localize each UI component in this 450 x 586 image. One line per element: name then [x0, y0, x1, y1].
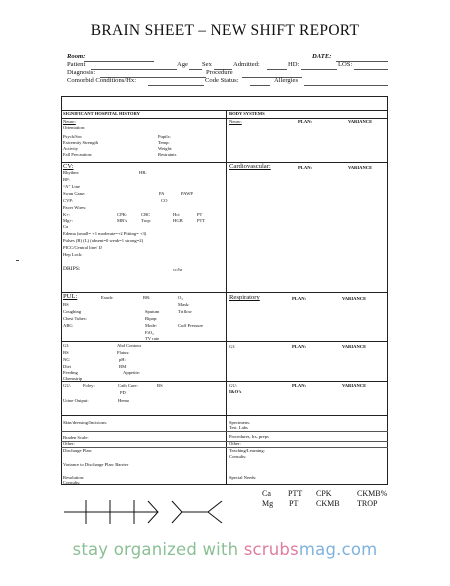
- procedure-label: Procedure: [206, 69, 233, 76]
- specimens-label: Specimens:: [229, 420, 251, 425]
- key-ptt: PTT: [288, 489, 303, 498]
- gi-heading: GI:: [63, 343, 70, 348]
- orientation-label: Orientation:: [63, 125, 86, 130]
- procedures-label: Procedures, Irs, preps: [229, 434, 269, 439]
- bottom-column-divider: [226, 415, 227, 485]
- diet-label: Diet: [63, 364, 71, 369]
- neuro-plan-label: PLAN:: [298, 119, 313, 124]
- cvp-label: CVP:: [63, 198, 74, 203]
- feeding-label: Feeding: [63, 370, 78, 375]
- systems-header: BODY SYSTEMS: [229, 111, 265, 116]
- picc-label: PICC/Central line/ IJ: [63, 245, 102, 250]
- footer-brand[interactable]: scrubs: [243, 540, 299, 559]
- cardio-plan-label: PLAN:: [298, 165, 313, 170]
- system-cardio-label: Cardiovascular:: [229, 163, 271, 170]
- weight-label: Weight:: [158, 146, 173, 151]
- gu-plan-label: PLAN:: [292, 383, 307, 388]
- pacer-label: Pacer Wires:: [63, 205, 87, 210]
- pul-bs-label: BS: [63, 302, 69, 307]
- exudr-label: Exudr:: [101, 295, 114, 300]
- pupils-label: Pupils:: [158, 134, 171, 139]
- ng-label: NG: [63, 357, 70, 362]
- admitted-label: Admitted:: [233, 61, 260, 68]
- bm-label: BM: [119, 364, 127, 369]
- trop-label: Trop:: [141, 218, 152, 223]
- date-label: DATE:: [312, 53, 332, 60]
- discharge-variance-label: Variance to Discharge Plan: Barrier: [63, 462, 129, 467]
- hemo-label: Hemo: [118, 398, 130, 403]
- abg-label: ABG: [63, 323, 73, 328]
- drips-label: DRIPS:: [63, 266, 81, 272]
- activity-label: Activity: [63, 146, 79, 151]
- system-neuro-label: Neuro:: [229, 119, 242, 124]
- key-ckmb: CKMB: [316, 499, 340, 508]
- gu-bs-label: BS: [157, 383, 163, 388]
- hr-label: HR:: [139, 170, 147, 175]
- section-divider-gu: [61, 415, 388, 416]
- allergies-line[interactable]: [304, 85, 388, 86]
- footer-domain[interactable]: mag.com: [298, 540, 378, 559]
- cuff-label: Cuff Pressure: [178, 323, 204, 328]
- coughing-label: Coughing: [63, 309, 82, 314]
- urine-label: Urine Output:: [63, 398, 89, 403]
- report-grid: [61, 96, 388, 485]
- gu-heading: GU:: [63, 383, 71, 388]
- section-divider-gi: [61, 381, 388, 382]
- cardio-variance-label: VARIANCE: [348, 165, 373, 170]
- special-needs-label: Special Needs:: [229, 475, 257, 480]
- bottom-row-1: [61, 431, 388, 432]
- los-line[interactable]: [354, 69, 388, 70]
- key-cpk: CPK: [316, 489, 332, 498]
- page-title: BRAIN SHEET – NEW SHIFT REPORT: [90, 22, 360, 39]
- abd-label: Abd Contour: [117, 343, 142, 348]
- admitted-line[interactable]: [267, 69, 287, 70]
- mode-label: Mode:: [145, 323, 157, 328]
- cbc-label: CBC: [141, 212, 151, 217]
- cbc-fishbone-icon: [172, 501, 222, 523]
- gi-variance-label: VARIANCE: [342, 344, 367, 349]
- hgb-label: HGB: [173, 218, 183, 223]
- temp-label: Temp:: [158, 140, 170, 145]
- resolution-label: Resolution:: [63, 475, 85, 480]
- pa-label: PA: [159, 191, 165, 196]
- comorbid-line[interactable]: [148, 85, 204, 86]
- extremity-label: Extremity Strength: [63, 140, 99, 145]
- bottom-row-3: [61, 447, 388, 448]
- discharge-label: Discharge Plan:: [63, 448, 93, 453]
- fall-label: Fall Precaution:: [63, 152, 93, 157]
- key-mg: Mg: [262, 499, 274, 508]
- bp-label: BP:: [63, 177, 70, 182]
- key-trop: TROP: [357, 499, 378, 508]
- system-gi-label: GI:: [229, 344, 236, 349]
- resp-plan-label: PLAN:: [292, 296, 307, 301]
- cchr-label: cc/hr: [173, 267, 183, 272]
- neuro-heading: Neuro:: [63, 119, 76, 124]
- lab-fishbone-diagrams: [60, 488, 250, 528]
- restraints-label: Restraints: [158, 152, 177, 157]
- mg-label: Mg+:: [63, 218, 74, 223]
- o2-label: O₂: [178, 295, 183, 300]
- aline-label: “A” Line: [63, 184, 80, 189]
- patient-line[interactable]: [91, 69, 177, 70]
- ios-label: I&O’s: [229, 389, 242, 394]
- hd-label: HD:: [288, 61, 300, 68]
- neuro-variance-label: VARIANCE: [348, 119, 373, 124]
- history-header: SIGNIFICANT HOSPITAL HISTORY: [63, 111, 140, 116]
- pd-label: PD: [120, 390, 126, 395]
- mask-label: Mask:: [178, 302, 190, 307]
- pawp-label: PAWP: [181, 191, 193, 196]
- chest-tubes-label: Chest Tubes:: [63, 316, 87, 321]
- bottom-row-2: [61, 441, 388, 442]
- hep-label: Hep Lock:: [63, 252, 83, 257]
- key-ckmb-pct: CKMB%: [357, 489, 388, 498]
- section-divider-pul: [61, 341, 388, 342]
- br-other-label: Other:: [229, 441, 241, 446]
- bl-other-label: Other:: [63, 441, 75, 446]
- cv-heading: CV:: [63, 163, 74, 170]
- ca-label: Ca: [63, 224, 69, 229]
- section-divider-cv: [61, 292, 388, 293]
- tv-label: TV rate: [145, 336, 160, 341]
- swan-label: Swan Ganz:: [63, 191, 86, 196]
- column-divider: [226, 110, 227, 415]
- chemstrip-label: Chemstrip: [63, 376, 83, 381]
- system-gu-label: GU:: [229, 383, 237, 388]
- diagnosis-label: Diagnosis:: [67, 69, 96, 76]
- fio2-label: FiO₂: [145, 330, 154, 335]
- edema-label: Edema (small= +1 moderate=+2 Pitting= +3): [63, 231, 147, 236]
- key-pt: PT: [289, 499, 299, 508]
- chem-fishbone-icon: [64, 500, 158, 524]
- section-divider-neuro: [61, 162, 388, 163]
- gi-bs-label: BS: [63, 350, 69, 355]
- code-status-line[interactable]: [250, 85, 270, 86]
- appetite-label: Appetite:: [123, 370, 141, 375]
- bl-consults-label: Consults:: [63, 480, 81, 485]
- braden-label: Braden Scale:: [63, 435, 89, 440]
- footer-text-1: stay organized with: [72, 540, 244, 559]
- los-label: LOS:: [338, 61, 353, 68]
- header-divider-bottom: [61, 118, 388, 119]
- mbs-label: MB’s: [117, 218, 128, 223]
- teaching-label: Teaching/Learning:: [229, 448, 265, 453]
- ph-label: pH:: [119, 357, 126, 362]
- age-line[interactable]: [189, 69, 202, 70]
- allergies-label: Allergies: [274, 77, 299, 84]
- comorbid-label: Comorbid Conditions/Hx:: [67, 77, 137, 84]
- code-status-label: Code Status:: [205, 77, 239, 84]
- bipap-label: Bipap:: [145, 316, 158, 321]
- cath-label: Cath Care:: [118, 383, 138, 388]
- flatus-label: Flatus:: [117, 350, 130, 355]
- sputum-label: Sputum: [145, 309, 160, 314]
- key-ca: Ca: [262, 489, 271, 498]
- system-resp-label: Respiratory: [229, 294, 260, 301]
- patient-label: Patient: [67, 61, 86, 68]
- room-label: Room:: [67, 53, 86, 60]
- hct-label: Hct: [173, 212, 180, 217]
- gi-plan-label: PLAN:: [292, 344, 307, 349]
- hd-line[interactable]: [301, 69, 337, 70]
- k-label: K+:: [63, 212, 71, 217]
- co-label: CO: [161, 198, 168, 203]
- foley-label: Foley:: [83, 383, 95, 388]
- gu-variance-label: VARIANCE: [342, 383, 367, 388]
- cpk-label: CPK:: [117, 212, 128, 217]
- footer-tagline: [0, 540, 450, 559]
- skin-label: Skin/dressing/Incisions:: [63, 420, 108, 425]
- resp-variance-label: VARIANCE: [342, 296, 367, 301]
- rhythm-label: Rhythm:: [63, 170, 80, 175]
- rr-label: RR:: [143, 295, 151, 300]
- br-consults-label: Consults:: [229, 454, 247, 459]
- sex-label: Sex: [202, 61, 212, 68]
- margin-mark: [16, 260, 19, 261]
- age-label: Age: [177, 61, 188, 68]
- pt-label: PT: [197, 212, 203, 217]
- room-line[interactable]: [84, 61, 154, 62]
- test-labs-label: Test. Labs: [229, 425, 248, 430]
- triflow-label: Triflow: [178, 309, 192, 314]
- pul-heading: PUL:: [63, 293, 78, 300]
- psych-label: Psych/Soc: [63, 134, 83, 139]
- ptt-label: PTT: [197, 218, 206, 223]
- pulses-label: Pulses (R) (L) (absent=0 weak=1 strong=2): [63, 238, 144, 243]
